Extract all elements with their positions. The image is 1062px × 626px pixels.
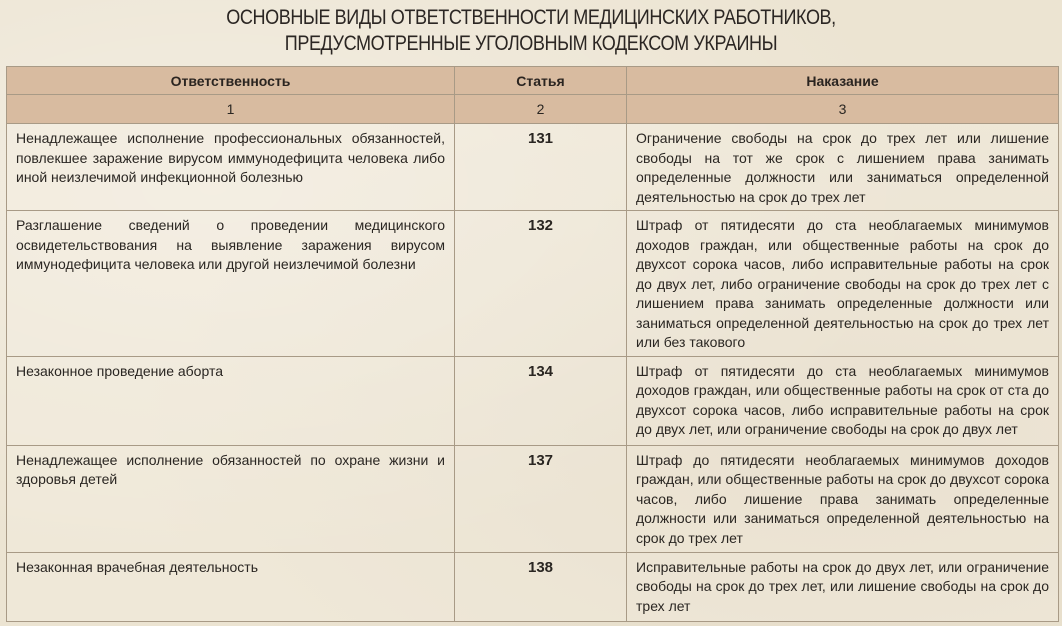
article-cell: 131 (455, 124, 627, 211)
article-cell: 134 (455, 356, 627, 445)
header-row (7, 67, 1059, 95)
punishment-cell: Штраф до пятидесяти необлагаемых минимумов доходов граждан, или общественные работы на срок до двухсот сорока часов, либо лишение права занимать определенные должности или заниматься определенной деятельностью на срок до трех лет (627, 445, 1059, 552)
responsibility-cell: Незаконное проведение аборта (7, 356, 455, 445)
column-number: 2 (455, 95, 627, 124)
title-line-1: ОСНОВНЫЕ ВИДЫ ОТВЕТСТВЕННОСТИ МЕДИЦИНСКИХ РАБОТНИКОВ, (226, 6, 836, 29)
header-punishment: Наказание (627, 67, 1059, 95)
header-article: Статья (455, 67, 627, 95)
column-number: 3 (627, 95, 1059, 124)
header-responsibility: Ответственность (7, 67, 455, 95)
column-number: 1 (7, 95, 455, 124)
responsibility-cell: Ненадлежащее исполнение обязанностей по охране жизни и здоровья детей (7, 445, 455, 552)
punishment-cell: Ограничение свободы на срок до трех лет или лишение свободы на тот же срок с лишением права занимать определенные должности или заниматься определенной деятельностью на срок до трех лет (627, 124, 1059, 211)
table-row (7, 445, 1059, 552)
liability-table (6, 66, 1059, 622)
page-title (74, 0, 987, 57)
punishment-cell: Штраф от пятидесяти до ста необлагаемых минимумов доходов граждан, или общественные работы на срок от ста до двухсот сорока часов, либо исправительные работы на срок до двух лет, или ограничение свободы на срок до двух лет (627, 356, 1059, 445)
table-row (7, 124, 1059, 211)
table-row (7, 211, 1059, 357)
punishment-cell: Штраф от пятидесяти до ста необлагаемых минимумов доходов граждан, или общественные работы на срок до двухсот сорока часов, либо исправительные работы на срок до двух лет, либо ограничение свободы на срок до трех лет с лишением права занимать определенные должности или заниматься определенной деятельностью на срок до трех лет или без такового (627, 211, 1059, 357)
table-row (7, 356, 1059, 445)
table-row (7, 552, 1059, 621)
article-cell: 132 (455, 211, 627, 357)
title-line-2: ПРЕДУСМОТРЕННЫЕ УГОЛОВНЫМ КОДЕКСОМ УКРАИНЫ (284, 32, 778, 55)
column-number-row (7, 95, 1059, 124)
responsibility-cell: Незаконная врачебная деятельность (7, 552, 455, 621)
responsibility-cell: Ненадлежащее исполнение профессиональных обязанностей, повлекшее заражение вирусом иммунодефицита человека либо иной неизлечимой инфекционной болезнью (7, 124, 455, 211)
responsibility-cell: Разглашение сведений о проведении медицинского освидетельствования на выявление заражения вирусом иммунодефицита человека или другой неизлечимой болезни (7, 211, 455, 357)
punishment-cell: Исправительные работы на срок до двух лет, или ограничение свободы на срок до трех лет, или лишение свободы на срок до трех лет (627, 552, 1059, 621)
article-cell: 138 (455, 552, 627, 621)
article-cell: 137 (455, 445, 627, 552)
